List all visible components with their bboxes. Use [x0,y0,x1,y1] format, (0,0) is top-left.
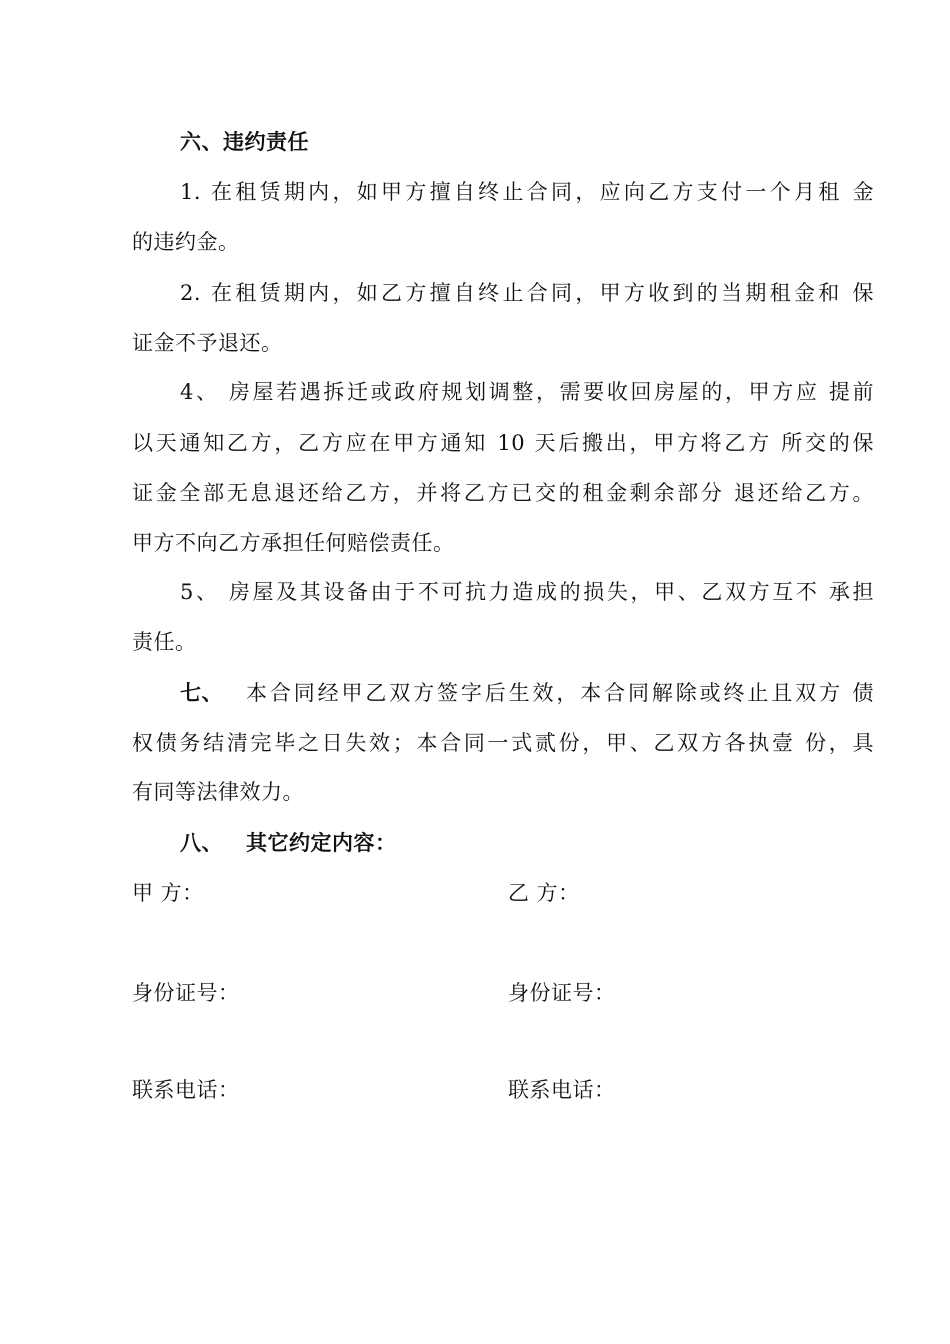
clause-2-line-2: 证金不予退还。 [132,331,283,355]
section-8-text: 其它约定内容： [246,830,397,855]
section-7-line-2: 权债务结清完毕之日失效；本合同一式贰份，甲、乙双方各执壹 份，具 [132,731,874,755]
clause-1-line-1: 1. 在租赁期内，如甲方擅自终止合同，应向乙方支付一个月租 金 [180,180,874,204]
section-7-label: 七、 [180,680,223,705]
party-b-label: 乙 方： [508,881,580,905]
party-b-phone-label: 联系电话： [508,1078,616,1102]
section-8-label: 八、 [180,830,223,855]
clause-1-line-2: 的违约金。 [132,230,240,254]
party-a-id-label: 身份证号： [132,981,240,1005]
clause-4-line-1: 4、 房屋若遇拆迁或政府规划调整，需要收回房屋的，甲方应 提前 [180,380,874,404]
clause-4-line-4: 甲方不向乙方承担任何赔偿责任。 [132,531,455,555]
party-a-label: 甲 方： [132,881,204,905]
section-7-line-3: 有同等法律效力。 [132,780,304,804]
clause-5-line-2: 责任。 [132,630,197,654]
clause-2-line-1: 2. 在租赁期内，如乙方擅自终止合同，甲方收到的当期租金和 保 [180,281,874,305]
party-a-phone-label: 联系电话： [132,1078,240,1102]
party-b-id-label: 身份证号： [508,981,616,1005]
clause-4-line-3: 证金全部无息退还给乙方，并将乙方已交的租金剩余部分 退还给乙方。 [132,481,874,505]
clause-4-line-2: 以天通知乙方，乙方应在甲方通知 10 天后搬出，甲方将乙方 所交的保 [132,431,874,455]
section-7-line-1: 本合同经甲乙双方签字后生效，本合同解除或终止且双方 债 [246,681,874,705]
clause-5-line-1: 5、 房屋及其设备由于不可抗力造成的损失，甲、乙双方互不 承担 [180,580,874,604]
section-6-heading: 六、违约责任 [180,129,309,154]
